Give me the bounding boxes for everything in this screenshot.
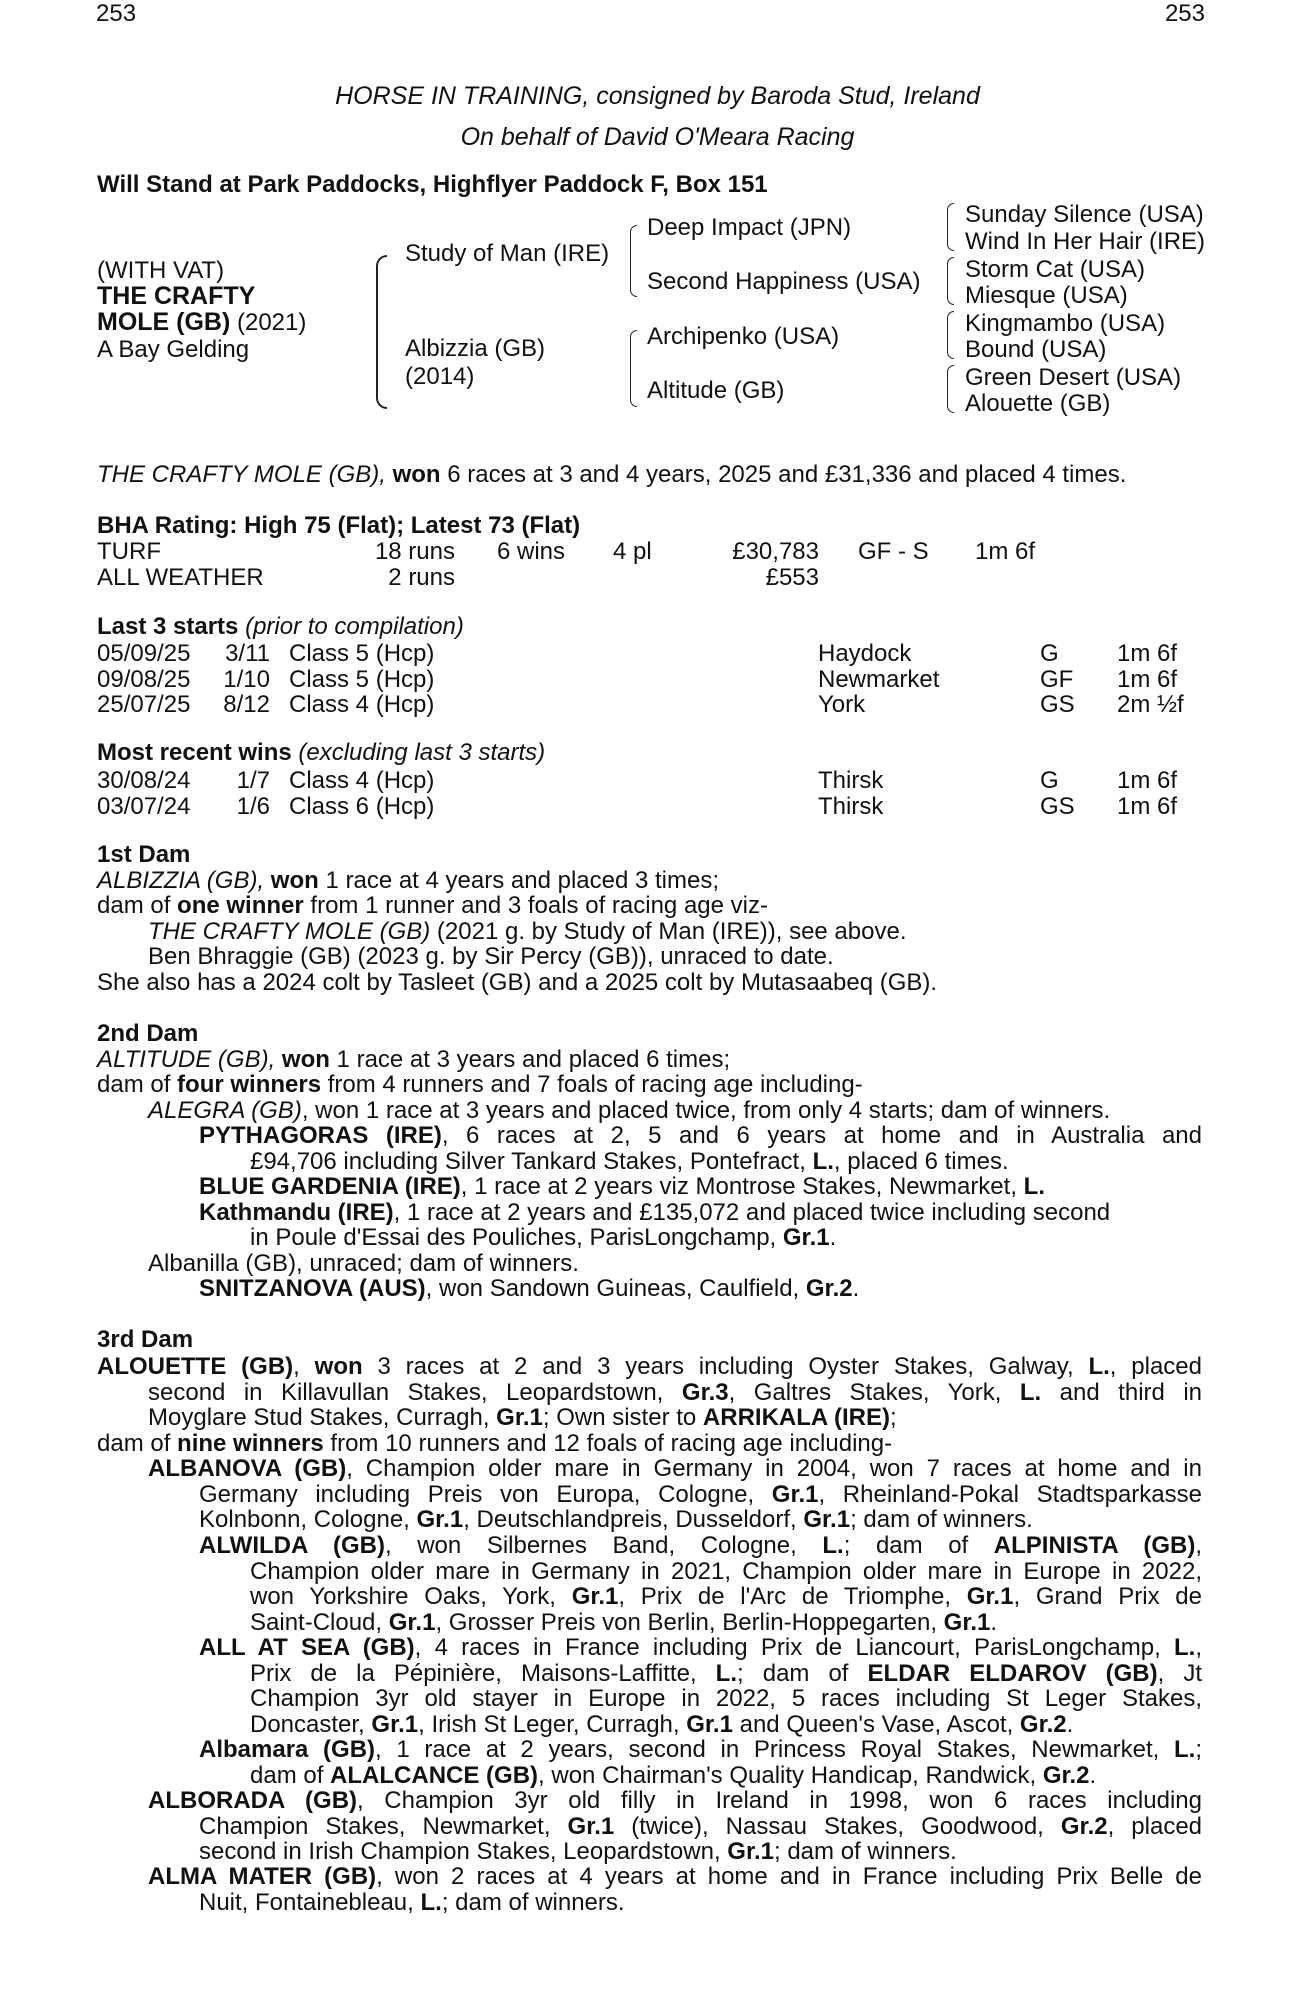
- dam3-alwilda-line: [250, 1609, 997, 1637]
- dam2-line9: Albanilla (GB), unraced; dam of winners.: [148, 1250, 579, 1277]
- sds: Storm Cat (USA): [965, 256, 1146, 283]
- sss: Sunday Silence (USA): [965, 201, 1204, 228]
- race-summary: [97, 462, 1126, 488]
- dam2-dam-of: dam of: [97, 1071, 178, 1098]
- text: ,: [1195, 1634, 1202, 1661]
- recentwin-going: G: [1040, 767, 1059, 794]
- text: Germany including Preis von Europa, Cologne,: [199, 1480, 772, 1508]
- summary-rest: 6 races at 3 and 4 years, 2025 and £31,336 and placed 4 times.: [440, 461, 1127, 488]
- pythagoras-name: PYTHAGORAS (IRE): [199, 1122, 442, 1149]
- last3-course: York: [818, 691, 866, 718]
- bold-text: L.: [1174, 1736, 1196, 1763]
- pythagoras-listed: L.: [812, 1148, 834, 1175]
- dam2-line5: [250, 1149, 1009, 1175]
- rating-wins: 6 wins: [497, 538, 566, 565]
- bold-text: Gr.1: [567, 1812, 615, 1840]
- dam3-albamara-line: [250, 1762, 1096, 1790]
- text: ; dam of winners.: [850, 1506, 1033, 1533]
- dam1-foals: from 1 runner and 3 foals of racing age viz-: [303, 892, 768, 919]
- last3-class: Class 5 (Hcp): [289, 665, 435, 693]
- last3-title: Last 3 starts: [97, 613, 239, 640]
- bold-text: ALPINISTA (GB): [993, 1532, 1196, 1559]
- bold-text: ALWILDA (GB): [199, 1532, 385, 1559]
- text: .: [1089, 1761, 1097, 1789]
- last3-position: 1/10: [223, 665, 270, 693]
- dam-dam: Altitude (GB): [647, 377, 785, 404]
- dam3-almamater-line: [199, 1889, 625, 1917]
- last3-distance: 1m 6f: [1117, 640, 1178, 667]
- summary-won: won: [392, 461, 441, 488]
- brace-main: [376, 255, 387, 409]
- text: , Grosser Preis von Berlin, Berlin-Hoppegarten,: [435, 1608, 944, 1636]
- bold-text: Gr.1: [686, 1710, 733, 1738]
- dam: Albizzia (GB): [405, 335, 546, 362]
- dam3-allatsea-line: [250, 1660, 1202, 1688]
- last3-position: 3/11: [225, 640, 270, 667]
- horse-name-line1: THE CRAFTY: [97, 282, 256, 310]
- dam2-line10: [199, 1276, 859, 1302]
- on-behalf-line: On behalf of David O'Meara Racing: [460, 123, 855, 151]
- blue-gardenia-listed: L.: [1023, 1173, 1045, 1200]
- text: ,: [293, 1353, 315, 1380]
- kathmandu-cont: in Poule d'Essai des Pouliches, ParisLongchamp,: [250, 1224, 783, 1251]
- text: , Galtres Stakes, York,: [728, 1378, 1020, 1406]
- horse-description: A Bay Gelding: [97, 336, 250, 363]
- dam3-allatsea-line: [250, 1711, 1073, 1739]
- dam1-progeny1-name: THE CRAFTY MOLE (GB): [148, 918, 431, 945]
- bold-text: Gr.1: [371, 1710, 419, 1738]
- last3-date: 09/08/25: [97, 665, 191, 693]
- text: , won Silbernes Band, Cologne,: [384, 1532, 823, 1559]
- text: .: [990, 1608, 998, 1636]
- snitzanova-desc: , won Sandown Guineas, Caulfield,: [425, 1275, 806, 1302]
- dam3-albanova-line: [148, 1455, 1202, 1483]
- bold-text: nine winners: [177, 1430, 324, 1457]
- dam3-p1-line: [148, 1404, 897, 1432]
- dam2-name: ALTITUDE (GB),: [97, 1046, 276, 1073]
- bold-text: Albamara (GB): [199, 1736, 376, 1763]
- dam3-alwilda-line: [250, 1558, 1202, 1586]
- blue-gardenia-name: BLUE GARDENIA (IRE): [199, 1173, 461, 1200]
- dam1-line3: [148, 919, 907, 945]
- brace-sire: [630, 225, 637, 297]
- dam1-winners: one winner: [177, 892, 304, 919]
- sdd: Miesque (USA): [965, 282, 1128, 309]
- bold-text: Gr.1: [388, 1608, 436, 1636]
- text: second in Irish Champion Stakes, Leopardstown,: [199, 1838, 728, 1865]
- dam1-dam-of: dam of: [97, 892, 178, 919]
- dam2-foals: from 4 runners and 7 foals of racing age including-: [321, 1071, 863, 1098]
- text: second in Killavullan Stakes, Leopardstown,: [148, 1378, 682, 1406]
- dss: Kingmambo (USA): [965, 310, 1166, 337]
- dam-year: (2014): [405, 363, 475, 390]
- dam2-line2: [97, 1072, 863, 1098]
- text: won Yorkshire Oaks, York,: [250, 1583, 572, 1610]
- dam3-almamater-line: [148, 1863, 1202, 1891]
- text: , Prix de l'Arc de Triomphe,: [618, 1583, 967, 1610]
- dam1-line4: Ben Bhraggie (GB) (2023 g. by Sir Percy (GB)), unraced to date.: [148, 943, 834, 970]
- recentwin-course: Thirsk: [818, 792, 884, 820]
- dam3-p1-line: [97, 1353, 1202, 1381]
- horse-year: (2021): [230, 309, 307, 336]
- recentwin-distance: 1m 6f: [1117, 792, 1178, 820]
- snitzanova-grade: Gr.2: [805, 1275, 853, 1302]
- rating-placed: 4 pl: [613, 538, 652, 565]
- last3-class: Class 4 (Hcp): [289, 691, 435, 718]
- bold-text: Gr.3: [681, 1378, 729, 1406]
- rating-runs: 18 runs: [374, 538, 455, 565]
- kathmandu-desc: , 1 race at 2 years and £135,072 and placed twice including second: [393, 1199, 1111, 1226]
- bold-text: ALMA MATER (GB): [148, 1863, 377, 1890]
- recentwins-title: Most recent wins: [97, 739, 292, 766]
- text: ,: [1195, 1532, 1203, 1559]
- bold-text: Gr.1: [571, 1583, 619, 1610]
- bold-text: ALBANOVA (GB): [148, 1455, 347, 1482]
- vat-note: (WITH VAT): [97, 257, 225, 284]
- bold-text: ALL AT SEA (GB): [199, 1634, 415, 1661]
- text: ; Own sister to: [542, 1404, 703, 1431]
- text: Champion 3yr old stayer in Europe in 2022, 5 races including St Leger Stakes,: [250, 1685, 1202, 1712]
- dam1-line1: [97, 868, 719, 894]
- dam2-title: 2nd Dam: [97, 1020, 199, 1047]
- sire: Study of Man (IRE): [405, 240, 610, 267]
- last3-heading: [97, 614, 464, 640]
- horse-name-line2: [97, 309, 306, 336]
- bold-text: L.: [1019, 1378, 1042, 1406]
- text: dam of: [250, 1761, 331, 1789]
- last3-date: 25/07/25: [97, 691, 191, 718]
- pythagoras-justify: [199, 1123, 1202, 1149]
- rating-prize: £553: [765, 564, 819, 591]
- dam3-alborada-line: [199, 1813, 1202, 1841]
- text: dam of: [97, 1430, 178, 1457]
- text: ; dam of: [843, 1532, 994, 1559]
- text: from 10 runners and 12 foals of racing age including-: [323, 1430, 893, 1457]
- text: , won 2 races at 4 years at home and in France including Prix Belle de: [376, 1863, 1202, 1890]
- consignment-line: HORSE IN TRAINING, consigned by Baroda Stud, Ireland: [335, 82, 980, 110]
- dam2-line7: [199, 1200, 1110, 1226]
- rating-distance: 1m 6f: [975, 538, 1036, 565]
- text: and third in: [1041, 1378, 1202, 1406]
- last3-position: 8/12: [223, 691, 270, 718]
- bold-text: L.: [1088, 1353, 1110, 1380]
- recentwin-position: 1/7: [236, 767, 270, 794]
- bold-text: Gr.1: [966, 1583, 1014, 1610]
- bold-text: Gr.1: [416, 1506, 464, 1533]
- kathmandu-name: Kathmandu (IRE): [199, 1199, 394, 1226]
- text: ;: [890, 1404, 897, 1431]
- dam3-allatsea-line: [199, 1634, 1202, 1662]
- dam2-line4: [199, 1123, 1202, 1149]
- pythagoras-cont: £94,706 including Silver Tankard Stakes, Pontefract,: [250, 1148, 813, 1175]
- pythagoras-desc: , 6 races at 2, 5 and 6 years at home and in Australia and: [441, 1122, 1202, 1149]
- bold-text: Gr.1: [943, 1608, 991, 1636]
- text: .: [1066, 1710, 1074, 1738]
- text: and Queen's Vase, Ascot,: [732, 1710, 1020, 1738]
- dam1-line5: She also has a 2024 colt by Tasleet (GB) and a 2025 colt by Mutasaabeq (GB).: [97, 969, 938, 996]
- bold-text: won: [314, 1353, 363, 1380]
- dsd: Bound (USA): [965, 336, 1107, 363]
- bold-text: Gr.2: [1060, 1812, 1108, 1840]
- text: , Grand Prix de: [1013, 1583, 1202, 1610]
- text: , Jt: [1157, 1659, 1203, 1687]
- last3-going: G: [1040, 640, 1059, 667]
- bold-text: Gr.1: [771, 1480, 819, 1508]
- text: , Champion 3yr old filly in Ireland in 1998, won 6 races including: [357, 1787, 1202, 1814]
- text: Champion Stakes, Newmarket,: [199, 1812, 568, 1840]
- dam2-line6: [199, 1174, 1045, 1200]
- text: ; dam of winners.: [774, 1838, 957, 1865]
- last3-course: Newmarket: [818, 665, 940, 693]
- brace-dam: [630, 330, 637, 407]
- last3-distance: 2m ½f: [1117, 691, 1184, 718]
- dam3-alborada-line: [199, 1838, 957, 1866]
- rating-going: GF - S: [858, 538, 929, 565]
- text: , Rheinland-Pokal Stadtsparkasse: [818, 1480, 1202, 1508]
- bold-text: ALBORADA (GB): [148, 1787, 358, 1814]
- dam1-record: 1 race at 4 years and placed 3 times;: [318, 867, 720, 894]
- dam2-line3: [148, 1098, 1110, 1124]
- bold-text: Gr.2: [1042, 1761, 1090, 1789]
- last3-going: GS: [1040, 691, 1075, 718]
- dam1-line2: [97, 893, 768, 919]
- ddd: Alouette (GB): [965, 390, 1111, 417]
- horse-name-bold: MOLE (GB): [97, 308, 231, 336]
- recentwin-date: 03/07/24: [97, 792, 191, 820]
- bold-text: Gr.1: [496, 1404, 543, 1431]
- bold-text: L.: [420, 1888, 442, 1916]
- text: , Champion older mare in Germany in 2004, won 7 races at home and in: [346, 1455, 1202, 1482]
- lot-number-right: 253: [1164, 0, 1205, 27]
- brace-ds: [947, 311, 954, 359]
- dam3-allatsea-line: [250, 1685, 1202, 1713]
- text: ;: [1195, 1736, 1202, 1763]
- brace-dd: [947, 365, 954, 413]
- bold-text: Gr.2: [1019, 1710, 1067, 1738]
- text: Moyglare Stud Stakes, Curragh,: [148, 1404, 497, 1431]
- dam3-albanova-line: [199, 1481, 1202, 1509]
- snitzanova-end: .: [852, 1275, 860, 1302]
- dam2-line1: [97, 1047, 730, 1073]
- blue-gardenia-desc: , 1 race at 2 years viz Montrose Stakes, Newmarket,: [460, 1173, 1024, 1200]
- recentwin-class: Class 4 (Hcp): [289, 767, 435, 794]
- text: , placed: [1107, 1812, 1203, 1840]
- last3-distance: 1m 6f: [1117, 665, 1178, 693]
- bold-text: ARRIKALA (IRE): [702, 1404, 891, 1431]
- bold-text: ALOUETTE (GB): [97, 1353, 294, 1380]
- bha-rating-title: BHA Rating: High 75 (Flat); Latest 73 (Flat): [97, 512, 581, 539]
- alegra-desc: , won 1 race at 3 years and placed twice, from only 4 starts; dam of winners.: [301, 1097, 1111, 1124]
- bold-text: ELDAR ELDAROV (GB): [867, 1659, 1158, 1687]
- last3-class: Class 5 (Hcp): [289, 640, 435, 667]
- dam3-albamara-line: [199, 1736, 1202, 1764]
- text: Champion older mare in Germany in 2021, Champion older mare in Europe in 2022,: [250, 1557, 1202, 1585]
- snitzanova-name: SNITZANOVA (AUS): [199, 1275, 426, 1302]
- recentwin-position: 1/6: [236, 792, 270, 820]
- dam3-p1-line: [148, 1379, 1202, 1407]
- recentwin-class: Class 6 (Hcp): [289, 792, 435, 820]
- summary-name: THE CRAFTY MOLE (GB),: [97, 461, 386, 488]
- dam1-name: ALBIZZIA (GB),: [97, 867, 265, 894]
- dam-sire: Archipenko (USA): [647, 323, 840, 350]
- last3-course: Haydock: [818, 640, 912, 667]
- text: , Irish St Leger, Curragh,: [418, 1710, 687, 1738]
- text: (twice), Nassau Stakes, Goodwood,: [614, 1812, 1061, 1840]
- dam2-record: 1 race at 3 years and placed 6 times;: [329, 1046, 731, 1073]
- text: ; dam of winners.: [441, 1888, 625, 1916]
- bold-text: L.: [715, 1659, 737, 1687]
- text: , placed: [1109, 1353, 1203, 1380]
- dam3-alwilda-line: [250, 1583, 1202, 1611]
- dam1-progeny1-desc: (2021 g. by Study of Man (IRE)), see above.: [430, 918, 907, 945]
- text: Saint-Cloud,: [250, 1608, 389, 1636]
- dam1-title: 1st Dam: [97, 841, 191, 868]
- last3-date: 05/09/25: [97, 640, 191, 667]
- dam3-albanova-line: [199, 1506, 1033, 1534]
- text: , won Chairman's Quality Handicap, Randwick,: [538, 1761, 1043, 1789]
- dam1-won: won: [264, 867, 319, 894]
- dam3-alwilda-line: [199, 1532, 1202, 1560]
- recentwins-note: (excluding last 3 starts): [291, 739, 546, 766]
- last3-going: GF: [1040, 665, 1074, 693]
- recentwin-going: GS: [1040, 792, 1075, 820]
- rating-prize: £30,783: [732, 538, 819, 565]
- sire-sire: Deep Impact (JPN): [647, 214, 852, 241]
- stand-location: Will Stand at Park Paddocks, Highflyer Paddock F, Box 151: [97, 171, 768, 198]
- ssd: Wind In Her Hair (IRE): [965, 228, 1206, 255]
- text: Nuit, Fontainebleau,: [199, 1888, 421, 1916]
- kathmandu-grade: Gr.1: [782, 1224, 830, 1251]
- dam2-winners: four winners: [177, 1071, 322, 1098]
- bold-text: Gr.1: [727, 1838, 774, 1865]
- text: 3 races at 2 and 3 years including Oyster Stakes, Galway,: [362, 1353, 1089, 1380]
- sire-dam: Second Happiness (USA): [647, 268, 921, 295]
- rating-surface: TURF: [97, 538, 161, 565]
- dam3-title: 3rd Dam: [97, 1326, 194, 1353]
- dam3-p2-line: [97, 1430, 892, 1458]
- brace-ss: [947, 203, 954, 251]
- dam3-alborada-line: [148, 1787, 1202, 1815]
- bold-text: L.: [1174, 1634, 1196, 1661]
- lot-number-left: 253: [96, 0, 137, 27]
- bold-text: ALALCANCE (GB): [330, 1761, 539, 1789]
- text: , 4 races in France including Prix de Liancourt, ParisLongchamp,: [414, 1634, 1174, 1661]
- dds: Green Desert (USA): [965, 364, 1182, 391]
- pythagoras-placed: , placed 6 times.: [833, 1148, 1009, 1175]
- last3-note: (prior to compilation): [238, 613, 464, 640]
- alegra-name: ALEGRA (GB): [148, 1097, 302, 1124]
- text: , 1 race at 2 years, second in Princess Royal Stakes, Newmarket,: [375, 1736, 1174, 1763]
- text: Doncaster,: [250, 1710, 372, 1738]
- rating-surface: ALL WEATHER: [97, 564, 264, 591]
- text: Prix de la Pépinière, Maisons-Laffitte,: [250, 1659, 716, 1687]
- kathmandu-end: .: [829, 1224, 837, 1251]
- dam2-line8: [250, 1225, 836, 1251]
- text: ; dam of: [737, 1659, 868, 1687]
- text: Kolnbonn, Cologne,: [199, 1506, 417, 1533]
- text: , Deutschlandpreis, Dusseldorf,: [463, 1506, 804, 1533]
- brace-sd: [947, 257, 954, 305]
- recentwins-heading: [97, 740, 545, 766]
- dam2-won: won: [275, 1046, 330, 1073]
- recentwin-distance: 1m 6f: [1117, 767, 1178, 794]
- bold-text: Gr.1: [803, 1506, 851, 1533]
- bold-text: L.: [822, 1532, 844, 1559]
- recentwin-course: Thirsk: [818, 767, 884, 794]
- recentwin-date: 30/08/24: [97, 767, 191, 794]
- rating-runs: 2 runs: [388, 564, 455, 591]
